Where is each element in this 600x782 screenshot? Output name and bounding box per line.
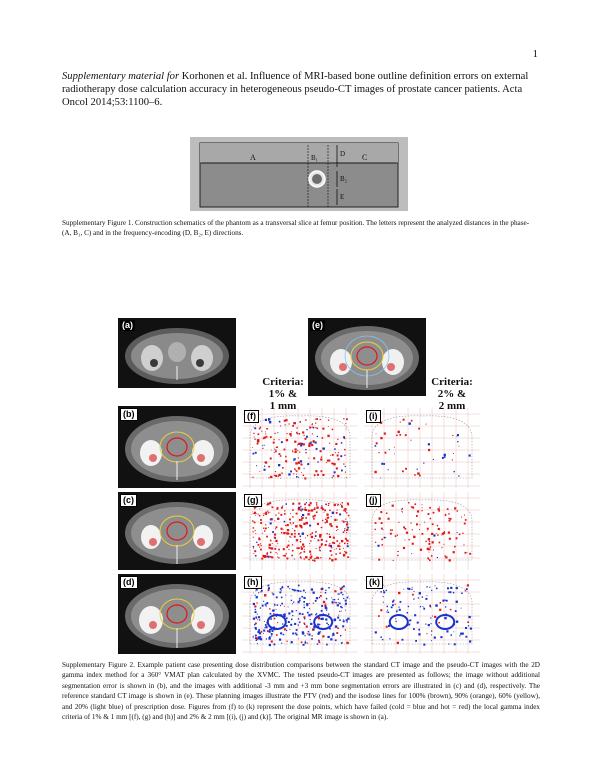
page-number: 1: [532, 48, 538, 60]
criteria-left-line1: Criteria:: [262, 376, 304, 388]
panel-c-pseudo-ct-minus3mm: [118, 492, 236, 570]
header-citation: [62, 70, 540, 109]
header-text: Korhonen et al. Influence of MRI-based bone outline definition errors on external radiotherapy dose calculation accuracy in heterogeneous pseudo-CT images of prostate cancer patients. Acta Oncol 2014;53:1100–6.: [62, 71, 529, 108]
panel-f-label: (f): [244, 410, 259, 423]
criteria-2pct-2mm: [424, 376, 480, 412]
panel-k-gamma-2pct-2mm: [364, 574, 480, 654]
figure-1-phantom: [190, 137, 408, 211]
panel-d-pseudo-ct-plus3mm: [118, 574, 236, 654]
fig1-label-D: D: [340, 150, 346, 158]
panel-e-reference-ct: [308, 318, 426, 396]
panel-j-label: (j): [366, 494, 381, 507]
panel-g-label: (g): [244, 494, 262, 507]
panel-a-mr-image: [118, 318, 236, 388]
panel-k-label: (k): [366, 576, 383, 589]
figure-2-caption: Supplementary Figure 2. Example patient case presenting dose distribution comparisons between the standard CT image and the pseudo-CT images with the 2D gamma index method for a 360° VMAT plan calculated by the XVMC. The tested pseudo-CT images are presented as follows; the image without additional segmentation error is shown in (b), and the images with additional -3 mm and +3 mm bone segmentation errors are illustrated in (c) and (d), respectively. The reference standard CT image is shown in (e). These planning images illustrate the PTV (red) and the isodose lines for 100% (brown), 90% (orange), 60% (yellow), and 20% (light blue) of prescription dose. Figures from (f) to (k) represent the dose points, which have failed (cold = blue and hot = red) the local gamma index criteria of 1% & 1 mm [(f), (g) and (h)] and 2% & 2 mm [(i), (j) and (k)]. The original MR image is shown in (a).: [62, 661, 540, 722]
panel-c-label: (c): [120, 494, 137, 507]
criteria-right-line3: 2 mm: [438, 400, 466, 412]
fig1-label-B2: B₂: [340, 175, 348, 183]
criteria-left-line2: 1% &: [268, 388, 298, 400]
panel-a-label: (a): [122, 320, 133, 330]
fig1-label-B1: B₁: [311, 154, 319, 162]
fig1-label-E: E: [340, 193, 345, 201]
panel-i-gamma-2pct-2mm: [364, 408, 480, 488]
criteria-right-line1: Criteria:: [431, 376, 473, 388]
panel-h-gamma-1pct-1mm: [242, 574, 358, 654]
panel-f-gamma-1pct-1mm: [242, 408, 358, 488]
panel-b-pseudo-ct: [118, 406, 236, 488]
panel-h-label: (h): [244, 576, 262, 589]
panel-d-label: (d): [120, 576, 138, 589]
fig1-label-A: A: [250, 153, 256, 162]
criteria-left-line3: 1 mm: [269, 400, 297, 412]
panel-b-label: (b): [120, 408, 138, 421]
panel-j-gamma-2pct-2mm: [364, 492, 480, 570]
panel-g-gamma-1pct-1mm: [242, 492, 358, 570]
fig1-label-C: C: [362, 153, 368, 162]
panel-i-label: (i): [366, 410, 381, 423]
figure-2: [118, 316, 482, 654]
figure-1-caption: Supplementary Figure 1. Construction schematics of the phantom as a transversal slice at femur position. The letters represent the analyzed distances in the phase- (A, B₁, C) and in the frequency-encoding (D, B₂, E) directions.: [62, 219, 530, 237]
panel-e-label: (e): [312, 320, 323, 330]
criteria-1pct-1mm: [258, 376, 308, 412]
criteria-right-line2: 2% &: [437, 388, 467, 400]
header-lead: Supplementary material for: [62, 71, 180, 82]
